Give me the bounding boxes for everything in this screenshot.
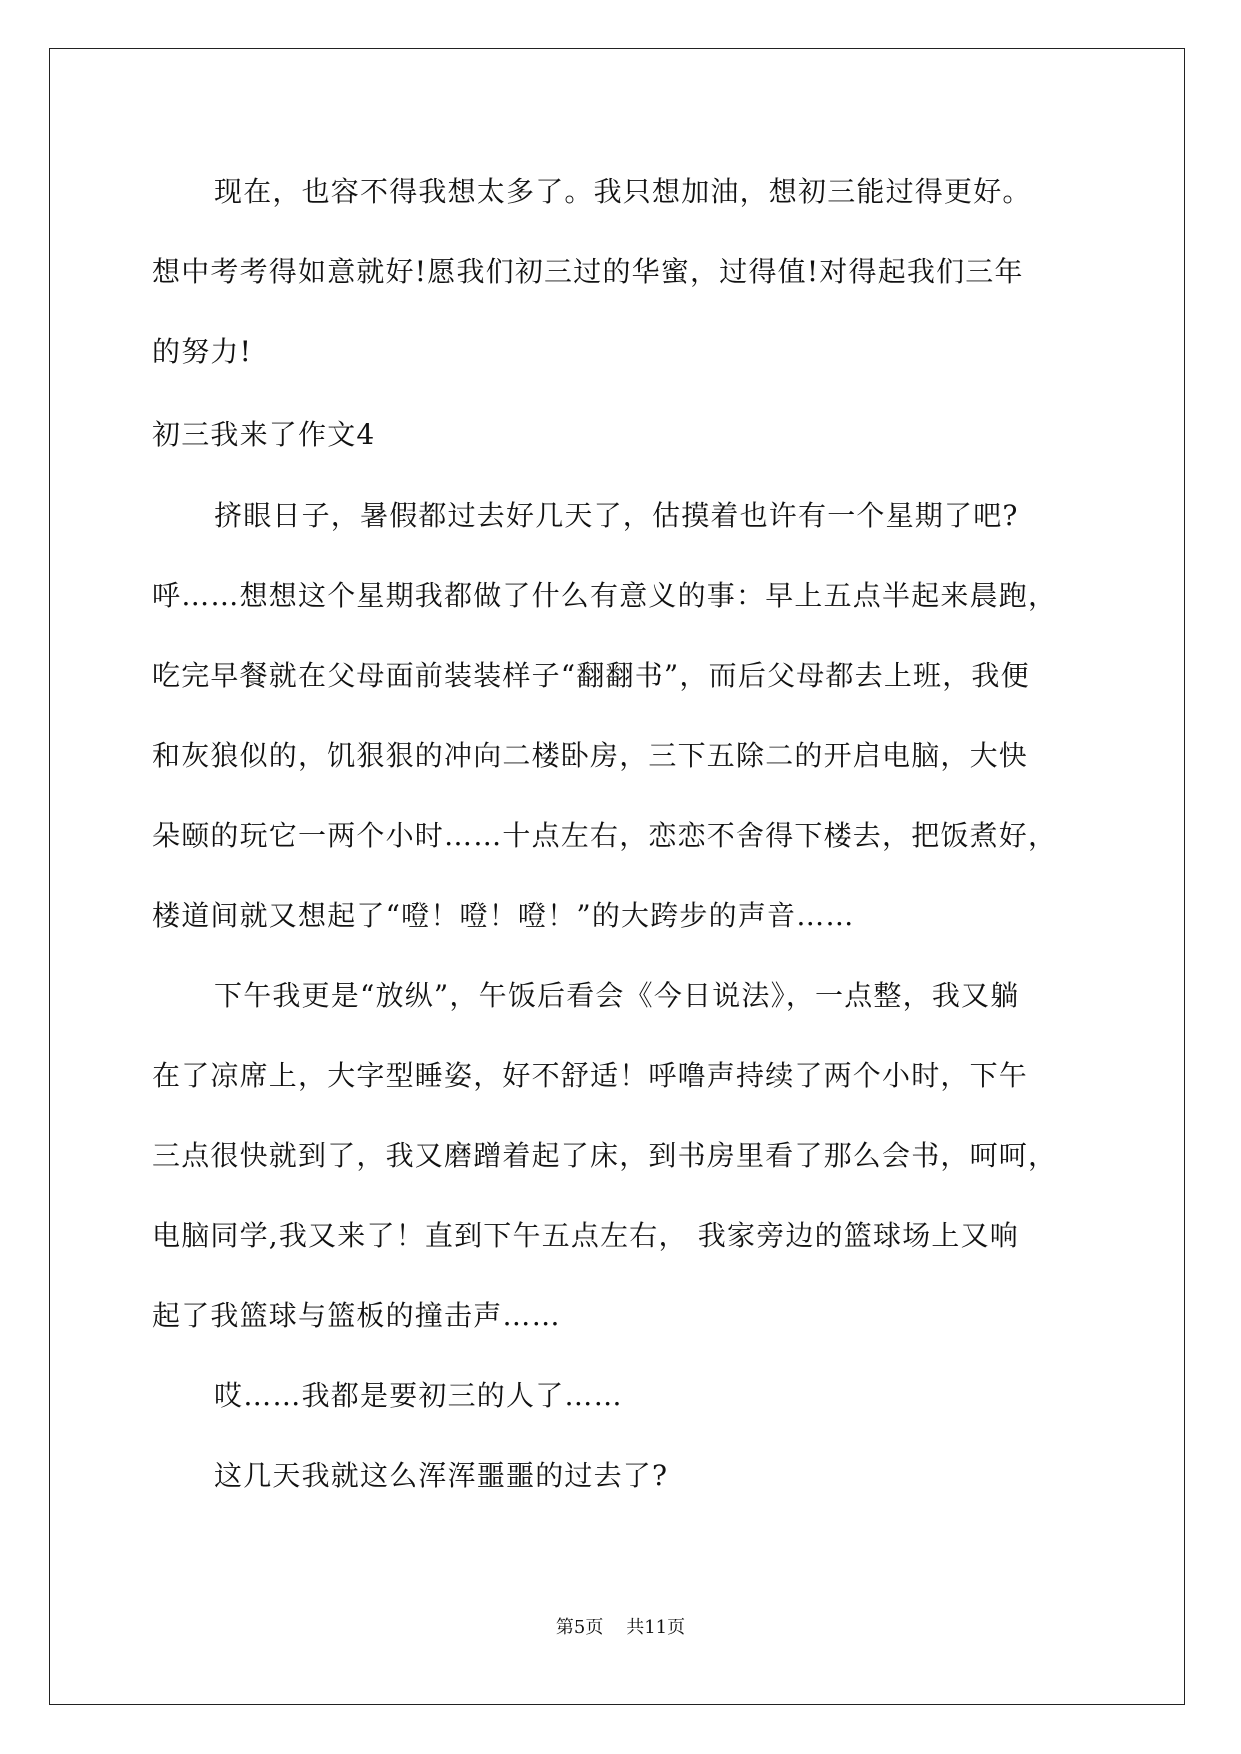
- text-line-15: 起了我篮球与篮板的撞击声……: [152, 1299, 561, 1332]
- text-line-2: 想中考考得如意就好!愿我们初三过的华蜜，过得值!对得起我们三年: [152, 255, 1024, 288]
- text-line-7: 吃完早餐就在父母面前装装样子“翻翻书”，而后父母都去上班，我便: [152, 659, 1030, 692]
- text-line-5: 挤眼日子，暑假都过去好几天了，估摸着也许有一个星期了吧?: [214, 499, 1019, 532]
- text-line-14: 电脑同学,我又来了！直到下午五点左右， 我家旁边的篮球场上又响: [152, 1219, 1020, 1252]
- text-line-9: 朵颐的玩它一两个小时……十点左右，恋恋不舍得下楼去，把饭煮好，: [152, 819, 1058, 852]
- text-line-8: 和灰狼似的，饥狠狠的冲向二楼卧房，三下五除二的开启电脑，大快: [152, 739, 1029, 772]
- section-heading: 初三我来了作文4: [152, 418, 376, 451]
- page-border: [49, 48, 1185, 1705]
- text-line-10: 楼道间就又想起了“噔！噔！噔！”的大跨步的声音……: [152, 899, 855, 932]
- text-line-11: 下午我更是“放纵”，午饭后看会《今日说法》，一点整，我又躺: [214, 979, 1020, 1012]
- text-line-3: 的努力!: [152, 335, 253, 368]
- text-line-16: 哎……我都是要初三的人了……: [214, 1379, 623, 1412]
- text-line-1: 现在，也容不得我想太多了。我只想加油，想初三能过得更好。: [214, 175, 1032, 208]
- text-line-17: 这几天我就这么浑浑噩噩的过去了?: [214, 1459, 669, 1492]
- text-line-12: 在了凉席上，大字型睡姿，好不舒适！呼噜声持续了两个小时，下午: [152, 1059, 1029, 1092]
- text-line-6: 呼……想想这个星期我都做了什么有意义的事：早上五点半起来晨跑，: [152, 579, 1058, 612]
- page-number-footer: 第5页 共11页: [555, 1617, 686, 1638]
- text-line-13: 三点很快就到了，我又磨蹭着起了床，到书房里看了那么会书，呵呵，: [152, 1139, 1058, 1172]
